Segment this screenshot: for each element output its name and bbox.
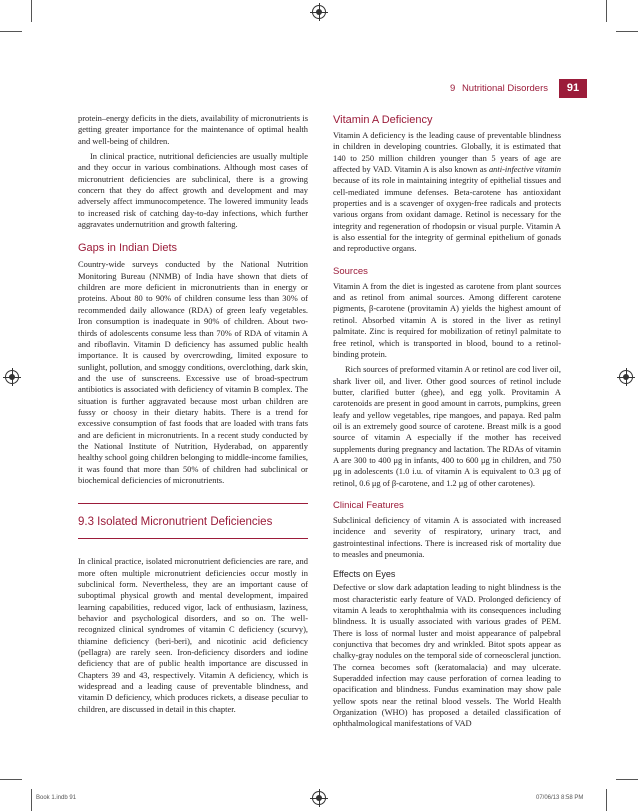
registration-mark-icon (619, 370, 633, 384)
crop-mark (616, 31, 638, 32)
running-header (450, 83, 548, 94)
paragraph: In clinical practice, isolated micronutrient deficiencies are rare, and more often multiple micronutrient deficiencies occur mostly in subclinical form. Nevertheless, they are an important cause of suboptimal physical growth and mental development, impaired learning capabilities, reduced vigor, lack of enthusiasm, laziness, behavior and psychological disorders, and so on. The well-recognized clinical syndromes of vitamin C deficiency (scurvy), thiamine deficiency (beri-beri), and nicotinic acid deficiency (pellagra) are rarely seen. Iron-deficiency disorders and iodine deficiency that are of public health importance are discussed in Chapters 39 and 43, respectively. Vitamin A deficiency, which is widespread and a leading cause of preventable blindness, and vitamin D deficiency, which produces rickets, a disease peculiar to children, are discussed in detail in this chapter. (78, 556, 308, 714)
paragraph: Country-wide surveys conducted by the National Nutrition Monitoring Bureau (NNMB) of India have shown that diets of children are more deficient in micronutrients than in energy or proteins. About 80 to 90% of children consume less than 30% of recommended daily allowance (RDA) of green leafy vegetables. Iron consumption is inadequate in 90% of children. About two-thirds of adolescents consume less than 70% of RDA of vitamin A and riboflavin. Vitamin D deficiency has assumed public health importance. It is caused by overcrowding, limited exposure to sunlight, pollution, and smoggy conditions, overclothing, dark skin, and the use of sunscreens. Excessive use of broad-spectrum antibiotics is associated with deficiency of vitamin B complex. The situation is further aggravated because most urban children are fussy or choosy in their dietary habits. There is a trend for excessive consumption of fast foods that are loaded with trans fats and are deficient in micronutrients. In a recent study conducted by the National Institute of Nutrition, Hyderabad, on apparently healthy school going children belonging to middle-income families, it was found that more than 50% of children had subclinical or biochemical deficiencies of micronutrients. (78, 259, 308, 485)
left-column (78, 113, 308, 715)
subheading-clinical-features: Clinical Features (333, 499, 404, 511)
crop-mark (606, 0, 607, 22)
chapter-title: Nutritional Disorders (461, 83, 548, 94)
chapter-number: 9 (450, 83, 456, 94)
section-heading-vitamin-a: Vitamin A Deficiency (333, 114, 433, 126)
registration-mark-icon (5, 370, 19, 384)
subheading-effects-on-eyes: Effects on Eyes (333, 569, 396, 580)
crop-mark (0, 31, 22, 32)
registration-mark-icon (312, 791, 326, 805)
right-column (333, 113, 561, 730)
text-run: Vitamin A deficiency is the leading cause of preventable blindness in children in developing countries. Globally, it is estimated that 140 to 250 million children younger than 5 years of age are affected by VAD. Vitamin A is also known as (333, 130, 561, 175)
paragraph: Subclinical deficiency of vitamin A is associated with increased incidence and severity of respiratory, urinary tract, and gastrointestinal infections. There is increased risk of mortality due to measles and pneumonia. (333, 514, 561, 559)
text-run: because of its role in maintaining integrity of epithelial tissues and cell-mediated immune defenses. Beta-carotene has antioxidant properties and is a scavenger of oxygen-free radicals and protects various organs from oxidant damage. Retinol is necessary for the integrity and regeneration of rhodopsin or visual purple. Vitamin A is also essential for the integrity of germinal epithelium of gonads and reproductive organs. (333, 175, 561, 254)
section-heading-gaps: Gaps in Indian Diets (78, 242, 178, 255)
page-number: 91 (559, 79, 587, 98)
crop-mark (606, 789, 607, 811)
paragraph: In clinical practice, nutritional deficiencies are usually multiple and they occur in various combinations. Although most cases of micronutrient deficiencies are subclinical, there is a growing concern that they do affect growth and development and may adversely affect immunocompetence. The lowered immunity leads to increased risk of catching day-to-day infections, which further aggravates undernutrition and growth faltering. (78, 151, 308, 230)
paragraph: Defective or slow dark adaptation leading to night blindness is the most characteristic early feature of VAD. Prolonged deficiency of vitamin A leads to xerophthalmia with its consequences including blindness. It is usually associated with various grades of PEM. There is loss of normal luster and moist appearance of palpebral conjunctiva that becomes dry and wrinkled. Bitot spots appear as chalky-gray nodules on the temporal side of corneoscleral junction. The cornea becomes soft (keratomalacia) and may ulcerate. Superadded infection may cause perforation of cornea leading to opacification and blindness. Fundus examination may show pale yellow spots near the retinal blood vessels. The World Health Organization (WHO) has proposed a detailed classification of ophthalmological manifestations of VAD (333, 582, 561, 729)
crop-mark (31, 789, 32, 811)
crop-mark (31, 0, 32, 22)
paragraph (333, 130, 561, 255)
emphasis: anti-infective vitamin (488, 164, 561, 175)
paragraph: Rich sources of preformed vitamin A or retinol are cod liver oil, shark liver oil, and liver. Other good sources of retinol include butter, clarified butter (ghee), and egg yolk. Provitamin A carotenoids are present in good amount in carrots, pumpkins, green leafy and yellow vegetables, ripe mangoes, and papaya. Red palm oil is an extremely good source of carotene. Breast milk is a good source of vitamin A especially if the mother has received supplements during pregnancy and lactation. The RDAs of vitamin A are 300 to 400 μg in infants, 400 to 600 μg in children, and 750 μg in adolescents (1.0 i.u. of vitamin A is equivalent to 0.3 μg of retinol, 0.6 μg of β-carotene, and 1.2 μg of other carotenes). (333, 364, 561, 488)
section-heading-isolated-micronutrient: 9.3 Isolated Micronutrient Deficiencies (78, 516, 273, 529)
paragraph: Vitamin A from the diet is ingested as carotene from plant sources and as retinol from animal sources. Among different carotene pigments, β-carotene (provitamin A) yields the highest amount of retinol. Absorbed vitamin A is stored in the liver as retinyl palmitate. Zinc is required for mobilization of retinyl palmitate to free retinol, which is transported in blood, bound to a retinol-binding protein. (333, 280, 561, 359)
footer-date-slug: 07/06/13 8:58 PM (536, 795, 584, 801)
crop-mark (616, 779, 638, 780)
subheading-sources: Sources (333, 265, 368, 277)
registration-mark-icon (312, 5, 326, 19)
footer-file-slug: Book 1.indb 91 (36, 795, 77, 801)
paragraph: protein–energy deficits in the diets, availability of micronutrients is getting greater importance for the maintenance of optimal health and well-being of children. (78, 113, 308, 146)
crop-mark (0, 779, 22, 780)
section-heading-box (78, 503, 308, 539)
